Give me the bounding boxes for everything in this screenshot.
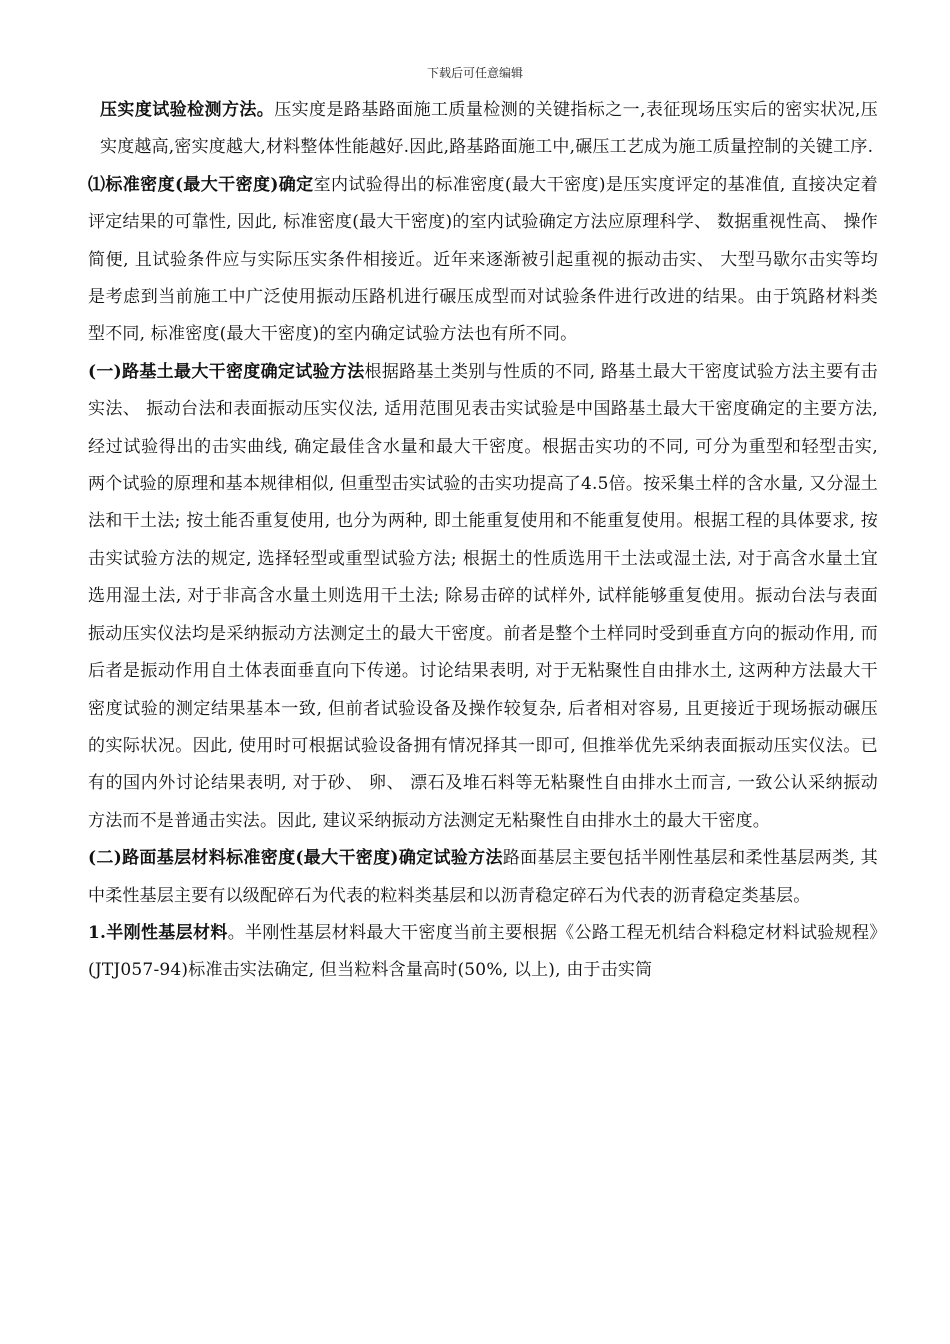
paragraph-text: 路面基层主要包括半刚性基层和柔性基层两类, 其中柔性基层主要有以级配碎石为代表的粒料类基层和以沥青稳定碎石为代表的沥青稳定类基层。 [88, 848, 878, 906]
paragraph-text: 室内试验得出的标准密度(最大干密度)是压实度评定的基准值, 直接决定着评定结果的可靠性, 因此, 标准密度(最大干密度)的室内试验确定方法应原理科学、 数据重视性高、 操作简便, 且试验条件应与实际压实条件相接近。近年来逐渐被引起重视的振动击实、 大型马歇尔击实等均是考虑到当前施工中广泛使用振动压路机进行碾压成型而对试验条件进行改进的结果。由于筑路材料类型不同, 标准密度(最大干密度)的室内确定试验方法也有所不同。 [88, 174, 878, 345]
paragraph-standard-density [88, 167, 878, 354]
paragraph-heading: 1.半刚性基层材料 [88, 922, 228, 943]
page-header: 下载后可任意编辑 [426, 66, 523, 80]
paragraph-heading: (二)路面基层材料标准密度(最大干密度)确定试验方法 [88, 848, 503, 869]
paragraph-subgrade-soil [88, 354, 878, 840]
paragraph-heading: 压实度试验检测方法。 [100, 100, 275, 120]
paragraph-heading: ⑴标准密度(最大干密度)确定 [88, 174, 314, 195]
paragraph-base-material [88, 840, 878, 915]
paragraph-text: 根据路基土类别与性质的不同, 路基土最大干密度试验方法主要有击实法、 振动台法和表面振动压实仪法, 适用范围见表击实试验是中国路基土最大干密度确定的主要方法, 经过试验得出的击实曲线, 确定最佳含水量和最大干密度。根据击实功的不同, 可分为重型和轻型击实, 两个试验的原理和基本规律相似, 但重型击实试验的击实功提高了4.5倍。按采集土样的含水量, 又分湿土法和干土法; 按土能否重复使用, 也分为两种, 即土能重复使用和不能重复使用。根据工程的具体要求, 按击实试验方法的规定, 选择轻型或重型试验方法; 根据土的性质选用干土法或湿土法, 对于高含水量土宜选用湿土法, 对于非高含水量土则选用干土法; 除易击碎的试样外, 试样能够重复使用。振动台法与表面振动压实仪法均是采纳振动方法测定土的最大干密度。前者是整个土样同时受到垂直方向的振动作用, 而后者是振动作用自土体表面垂直向下传递。讨论结果表明, 对于无粘聚性自由排水土, 这两种方法最大干密度试验的测定结果基本一致, 但前者试验设备及操作较复杂, 后者相对容易, 且更接近于现场振动碾压的实际状况。因此, 使用时可根据试验设备拥有情况择其一即可, 但推举优先采纳表面振动压实仪法。已有的国内外讨论结果表明, 对于砂、 卵、 漂石及堆石料等无粘聚性自由排水土而言, 一致公认采纳振动方法而不是普通击实法。因此, 建议采纳振动方法测定无粘聚性自由排水土的最大干密度。 [88, 361, 878, 831]
paragraph-text: 。半刚性基层材料最大干密度当前主要根据《公路工程无机结合料稳定材料试验规程》(JTJ057-94)标准击实法确定, 但当粒料含量高时(50%, 以上), 由于击实筒 [88, 922, 879, 981]
paragraph-compaction-methods [88, 92, 878, 167]
paragraph-heading: (一)路基土最大干密度确定试验方法 [88, 361, 365, 382]
paragraph-text: 压实度是路基路面施工质量检测的关键指标之一,表征现场压实后的密实状况,压实度越高,密实度越大,材料整体性能越好.因此,路基路面施工中,碾压工艺成为施工质量控制的关键工序. [100, 100, 878, 158]
document-body [88, 92, 878, 990]
paragraph-semi-rigid-base [88, 915, 878, 990]
